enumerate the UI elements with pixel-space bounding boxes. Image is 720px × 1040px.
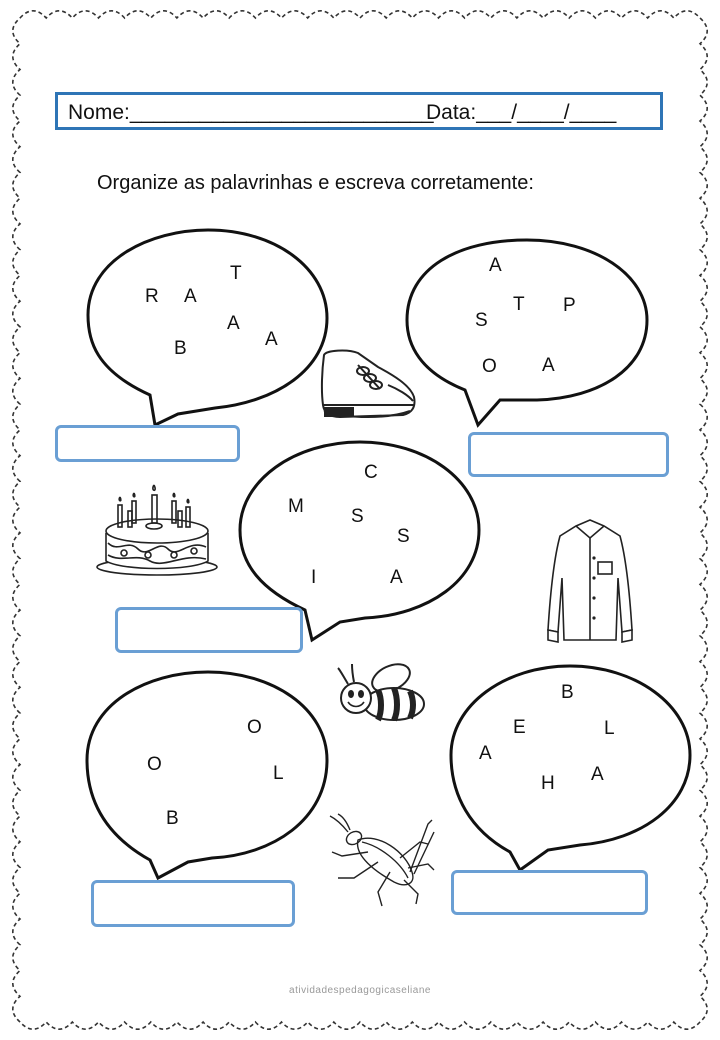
letter: P <box>563 295 576 316</box>
answer-box-4[interactable] <box>91 880 295 927</box>
instruction-text: Organize as palavrinhas e escreva corretamente: <box>97 172 534 194</box>
speech-bubble-1 <box>88 230 327 425</box>
letter: A <box>265 329 278 350</box>
letter: S <box>351 506 364 527</box>
footer-watermark: atividadespedagogicaseliane <box>289 985 431 996</box>
letter: T <box>230 263 242 284</box>
letter: A <box>489 255 502 276</box>
letter: O <box>482 356 497 377</box>
answer-box-3[interactable] <box>115 607 303 653</box>
cockroach-icon <box>328 812 436 908</box>
speech-bubble-2 <box>407 240 647 425</box>
letter: I <box>311 567 317 588</box>
answer-box-5[interactable] <box>451 870 648 915</box>
letter: A <box>591 764 604 785</box>
letter: A <box>227 313 240 334</box>
letter: M <box>288 496 304 517</box>
letter: E <box>513 717 526 738</box>
letter: B <box>174 338 187 359</box>
letter: L <box>604 718 615 739</box>
letter: H <box>541 773 555 794</box>
cake-icon <box>92 483 222 578</box>
shoe-icon <box>318 345 420 427</box>
letter: S <box>397 526 410 547</box>
speech-bubble-4 <box>87 672 327 878</box>
shirt-icon <box>546 518 634 648</box>
answer-box-2[interactable] <box>468 432 669 477</box>
letter: B <box>561 682 574 703</box>
letter: A <box>184 286 197 307</box>
letter: A <box>479 743 492 764</box>
letter: O <box>247 717 262 738</box>
letter: T <box>513 294 525 315</box>
bee-icon <box>336 658 430 732</box>
letter: L <box>273 763 284 784</box>
date-field[interactable]: Data:___/____/____ <box>426 101 617 124</box>
letter: A <box>542 355 555 376</box>
letter: A <box>390 567 403 588</box>
letter: B <box>166 808 179 829</box>
letter: O <box>147 754 162 775</box>
letter: R <box>145 286 159 307</box>
answer-box-1[interactable] <box>55 425 240 462</box>
letter: S <box>475 310 488 331</box>
name-field[interactable]: Nome:__________________________ <box>68 101 434 124</box>
letter: C <box>364 462 378 483</box>
